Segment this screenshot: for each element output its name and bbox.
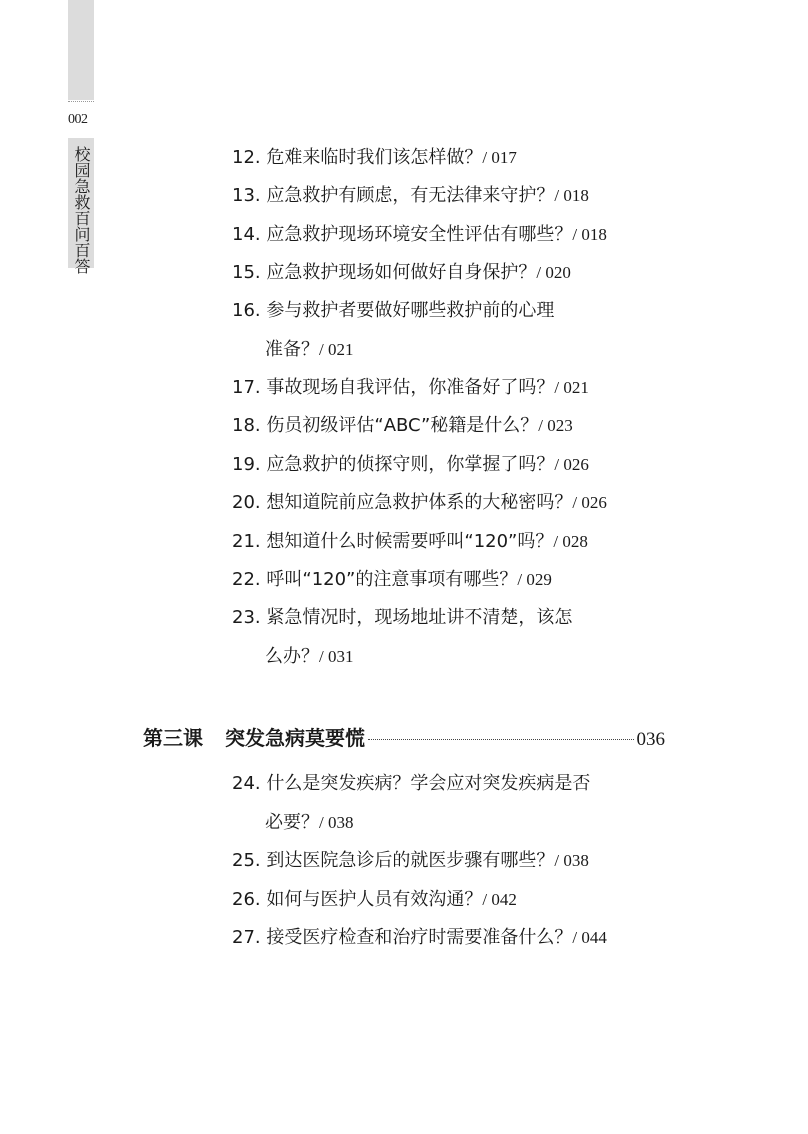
toc-entry[interactable] <box>232 926 607 950</box>
entry-page: / 020 <box>536 263 571 282</box>
entry-page: / 029 <box>517 570 552 589</box>
entry-number: 21. <box>232 531 261 552</box>
toc-entry[interactable] <box>232 453 589 477</box>
toc-entry[interactable] <box>232 146 517 170</box>
entry-page: / 017 <box>482 148 517 167</box>
entry-page: / 038 <box>319 813 354 832</box>
entry-number: 23. <box>232 607 261 628</box>
entry-number: 15. <box>232 262 261 283</box>
toc-entry[interactable] <box>232 606 572 630</box>
entry-text: 准备？ <box>265 339 319 360</box>
entry-number: 17. <box>232 377 261 398</box>
entry-text: 应急救护现场如何做好自身保护？ <box>266 262 537 283</box>
entry-number: 18. <box>232 415 261 436</box>
toc-entry[interactable] <box>232 530 588 554</box>
entry-page: / 044 <box>572 928 607 947</box>
entry-page: / 031 <box>319 647 354 666</box>
toc-entry[interactable] <box>232 568 552 592</box>
entry-page: / 018 <box>554 186 589 205</box>
entry-page: / 021 <box>554 378 589 397</box>
entry-text: 到达医院急诊后的就医步骤有哪些？ <box>266 850 555 871</box>
entry-page: / 028 <box>553 532 588 551</box>
entry-page: / 026 <box>554 455 589 474</box>
entry-text: 接受医疗检查和治疗时需要准备什么？ <box>266 927 573 948</box>
book-title: 校园急救百问百答 <box>72 146 91 274</box>
toc-entry[interactable] <box>232 888 517 912</box>
entry-page: / 021 <box>319 340 354 359</box>
entry-text: 应急救护现场环境安全性评估有哪些？ <box>266 224 573 245</box>
entry-text: 想知道什么时候需要呼叫“120”吗？ <box>266 531 554 552</box>
entry-page: / 023 <box>538 416 573 435</box>
entry-number: 25. <box>232 850 261 871</box>
entry-text: 伤员初级评估“ABC”秘籍是什么？ <box>266 415 539 436</box>
entry-text: 参与救护者要做好哪些救护前的心理 <box>266 300 555 321</box>
entry-text: 紧急情况时，现场地址讲不清楚，该怎 <box>266 607 573 628</box>
entry-text: 事故现场自我评估，你准备好了吗？ <box>266 377 555 398</box>
entry-page: / 026 <box>572 493 607 512</box>
entry-number: 24. <box>232 773 261 794</box>
entry-text: 应急救护有顾虑，有无法律来守护？ <box>266 185 555 206</box>
entry-text: 么办？ <box>265 646 319 667</box>
entry-number: 12. <box>232 147 261 168</box>
entry-number: 13. <box>232 185 261 206</box>
entry-number: 27. <box>232 927 261 948</box>
chapter-label: 第三课 <box>143 726 203 750</box>
entry-page: / 018 <box>572 225 607 244</box>
toc-entry[interactable] <box>232 223 607 247</box>
entry-text: 必要？ <box>265 812 319 833</box>
page-number: 002 <box>68 112 88 127</box>
entry-text: 什么是突发疾病？学会应对突发疾病是否 <box>266 773 591 794</box>
toc-entry-continuation[interactable] <box>265 645 353 669</box>
entry-number: 14. <box>232 224 261 245</box>
entry-number: 22. <box>232 569 261 590</box>
chapter-heading[interactable] <box>143 722 665 750</box>
entry-text: 如何与医护人员有效沟通？ <box>266 889 483 910</box>
chapter-page: 036 <box>636 729 665 750</box>
toc-entry-continuation[interactable] <box>265 811 353 835</box>
toc-entry[interactable] <box>232 772 590 796</box>
entry-page: / 042 <box>482 890 517 909</box>
entry-number: 20. <box>232 492 261 513</box>
chapter-title: 突发急病莫要慌 <box>225 726 365 750</box>
toc-entry[interactable] <box>232 849 589 873</box>
toc-entry[interactable] <box>232 414 573 438</box>
toc-entry[interactable] <box>232 491 607 515</box>
dot-leader <box>368 739 634 740</box>
entry-number: 19. <box>232 454 261 475</box>
entry-number: 26. <box>232 889 261 910</box>
entry-text: 危难来临时我们该怎样做？ <box>266 147 483 168</box>
entry-page: / 038 <box>554 851 589 870</box>
toc-entry-continuation[interactable] <box>265 338 353 362</box>
toc-entry[interactable] <box>232 184 589 208</box>
sidebar-dotted-rule <box>68 101 94 102</box>
entry-number: 16. <box>232 300 261 321</box>
toc-entry[interactable] <box>232 261 571 285</box>
entry-text: 想知道院前应急救护体系的大秘密吗？ <box>266 492 573 513</box>
sidebar-strip-top <box>68 0 94 100</box>
toc-entry[interactable] <box>232 299 554 323</box>
toc-entry[interactable] <box>232 376 589 400</box>
entry-text: 应急救护的侦探守则，你掌握了吗？ <box>266 454 555 475</box>
entry-text: 呼叫“120”的注意事项有哪些？ <box>266 569 518 590</box>
